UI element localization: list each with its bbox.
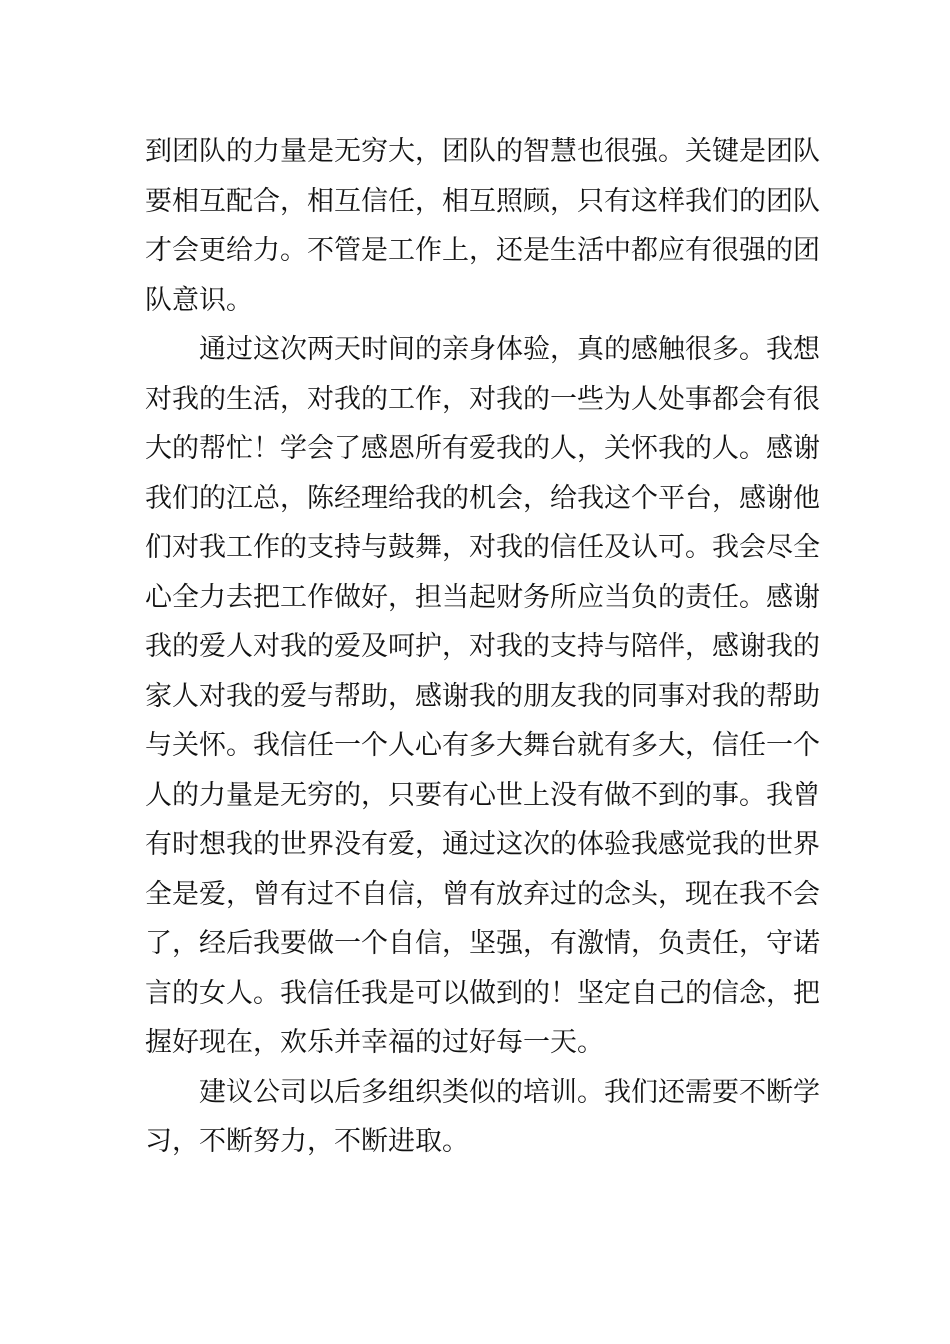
text-line: 有时想我的世界没有爱，通过这次的体验我感觉我的世界: [145, 829, 820, 860]
text-line: 到团队的力量是无穷大，团队的智慧也很强。关键是团队: [145, 136, 820, 167]
text-line: 全是爱，曾有过不自信，曾有放弃过的念头，现在我不会: [145, 878, 820, 910]
text-line: 家人对我的爱与帮助，感谢我的朋友我的同事对我的帮助: [145, 680, 820, 712]
text-line: 们对我工作的支持与鼓舞，对我的信任及认可。我会尽全: [145, 532, 820, 563]
text-line: 建议公司以后多组织类似的培训。我们还需要不断学: [199, 1076, 820, 1108]
text-line: 才会更给力。不管是工作上，还是生活中都应有很强的团: [145, 235, 820, 266]
text-line: 心全力去把工作做好，担当起财务所应当负的责任。感谢: [145, 581, 820, 613]
text-line: 我的爱人对我的爱及呵护，对我的支持与陪伴，感谢我的: [145, 631, 820, 662]
text-line: 习，不断努力，不断进取。: [145, 1126, 469, 1157]
text-line: 言的女人。我信任我是可以做到的！坚定自己的信念，把: [145, 977, 820, 1009]
text-line: 人的力量是无穷的，只要有心世上没有做不到的事。我曾: [145, 779, 820, 811]
text-line: 了，经后我要做一个自信，坚强，有激情，负责任，守诺: [145, 928, 820, 959]
text-line: 我们的江总，陈经理给我的机会，给我这个平台，感谢他: [145, 482, 820, 514]
text-line: 与关怀。我信任一个人心有多大舞台就有多大，信任一个: [145, 730, 820, 761]
text-line: 通过这次两天时间的亲身体验，真的感触很多。我想: [199, 334, 820, 365]
body-text: [145, 127, 820, 1167]
text-line: 队意识。: [145, 284, 253, 316]
text-line: 大的帮忙！学会了感恩所有爱我的人，关怀我的人。感谢: [145, 433, 820, 464]
text-line: 要相互配合，相互信任，相互照顾，只有这样我们的团队: [145, 185, 820, 217]
text-line: 对我的生活，对我的工作，对我的一些为人处事都会有很: [145, 383, 820, 415]
text-line: 握好现在，欢乐并幸福的过好每一天。: [145, 1027, 604, 1058]
